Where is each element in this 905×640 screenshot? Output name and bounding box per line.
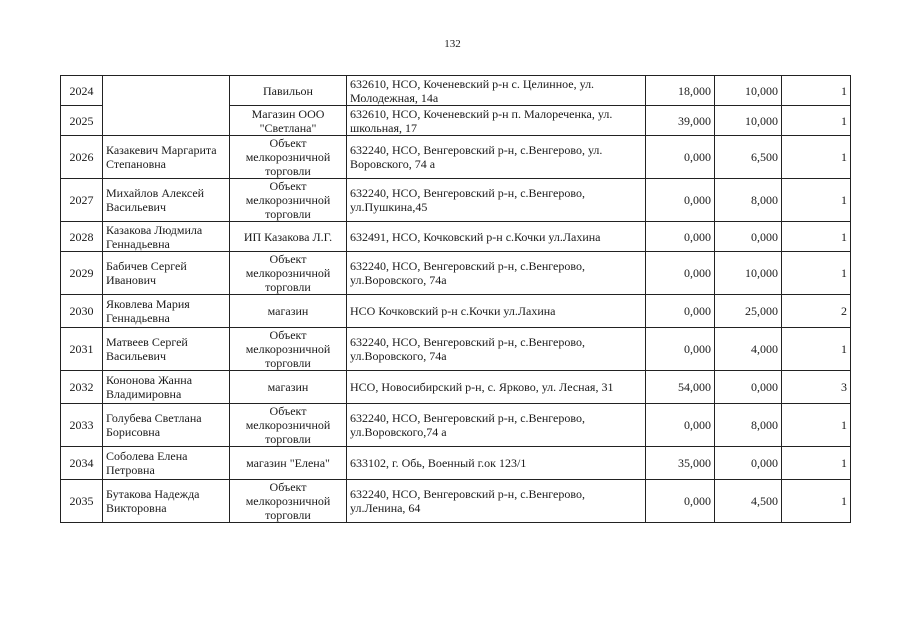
count-cell: 1 [782, 480, 851, 523]
owner-name-cell: Яковлева Мария Геннадьевна [103, 295, 230, 328]
record-number-cell: 2030 [61, 295, 103, 328]
table-row [61, 328, 851, 371]
table-row [61, 136, 851, 179]
object-type-cell: ИП Казакова Л.Г. [230, 222, 347, 252]
owner-name-cell: Казакевич Маргарита Степановна [103, 136, 230, 179]
value-1-cell: 0,000 [646, 404, 715, 447]
record-number-cell: 2035 [61, 480, 103, 523]
table-row [61, 295, 851, 328]
count-cell: 1 [782, 106, 851, 136]
owner-name-cell: Матвеев Сергей Васильевич [103, 328, 230, 371]
count-cell: 2 [782, 295, 851, 328]
value-2-cell: 0,000 [715, 222, 782, 252]
owner-name-cell: Михайлов Алексей Васильевич [103, 179, 230, 222]
value-1-cell: 0,000 [646, 252, 715, 295]
record-number-cell: 2029 [61, 252, 103, 295]
value-1-cell: 0,000 [646, 295, 715, 328]
value-2-cell: 25,000 [715, 295, 782, 328]
record-number-cell: 2026 [61, 136, 103, 179]
address-cell: 632610, НСО, Коченевский р-н п. Малореченка, ул. школьная, 17 [347, 106, 646, 136]
owner-name-cell: Казакова Людмила Геннадьевна [103, 222, 230, 252]
object-type-cell: магазин [230, 295, 347, 328]
count-cell: 1 [782, 447, 851, 480]
address-cell: 632240, НСО, Венгеровский р-н, с.Венгерово, ул.Воровского, 74а [347, 328, 646, 371]
object-type-cell: Объект мелкорозничной торговли [230, 252, 347, 295]
owner-name-cell: Соболева Елена Петровна [103, 447, 230, 480]
value-2-cell: 8,000 [715, 404, 782, 447]
count-cell: 1 [782, 252, 851, 295]
record-number-cell: 2028 [61, 222, 103, 252]
record-number-cell: 2025 [61, 106, 103, 136]
table-row [61, 371, 851, 404]
address-cell: НСО Кочковский р-н с.Кочки ул.Лахина [347, 295, 646, 328]
object-type-cell: Объект мелкорозничной торговли [230, 328, 347, 371]
value-1-cell: 39,000 [646, 106, 715, 136]
count-cell: 1 [782, 404, 851, 447]
table-row [61, 480, 851, 523]
value-2-cell: 6,500 [715, 136, 782, 179]
address-cell: 632240, НСО, Венгеровский р-н, с.Венгерово, ул.Пушкина,45 [347, 179, 646, 222]
table-row [61, 404, 851, 447]
count-cell: 3 [782, 371, 851, 404]
object-type-cell: Павильон [230, 76, 347, 106]
table-row [61, 222, 851, 252]
table-row [61, 76, 851, 106]
record-number-cell: 2032 [61, 371, 103, 404]
count-cell: 1 [782, 222, 851, 252]
value-2-cell: 10,000 [715, 252, 782, 295]
address-cell: 632610, НСО, Коченевский р-н с. Целинное, ул. Молодежная, 14а [347, 76, 646, 106]
table-row [61, 252, 851, 295]
object-type-cell: Объект мелкорозничной торговли [230, 136, 347, 179]
value-1-cell: 0,000 [646, 480, 715, 523]
table-row [61, 179, 851, 222]
value-2-cell: 4,000 [715, 328, 782, 371]
value-1-cell: 54,000 [646, 371, 715, 404]
record-number-cell: 2033 [61, 404, 103, 447]
count-cell: 1 [782, 179, 851, 222]
owner-name-cell: Кононова Жанна Владимировна [103, 371, 230, 404]
address-cell: 633102, г. Обь, Военный г.ок 123/1 [347, 447, 646, 480]
count-cell: 1 [782, 76, 851, 106]
object-type-cell: магазин "Елена" [230, 447, 347, 480]
value-2-cell: 10,000 [715, 106, 782, 136]
value-1-cell: 0,000 [646, 179, 715, 222]
value-2-cell: 10,000 [715, 76, 782, 106]
value-2-cell: 4,500 [715, 480, 782, 523]
object-type-cell: магазин [230, 371, 347, 404]
address-cell: 632240, НСО, Венгеровский р-н, с.Венгерово, ул.Воровского,74 а [347, 404, 646, 447]
object-type-cell: Объект мелкорозничной торговли [230, 480, 347, 523]
value-1-cell: 0,000 [646, 136, 715, 179]
count-cell: 1 [782, 328, 851, 371]
value-2-cell: 0,000 [715, 447, 782, 480]
record-number-cell: 2024 [61, 76, 103, 106]
owner-name-cell: Голубева Светлана Борисовна [103, 404, 230, 447]
address-cell: 632240, НСО, Венгеровский р-н, с.Венгерово, ул.Ленина, 64 [347, 480, 646, 523]
owner-name-cell: Бабичев Сергей Иванович [103, 252, 230, 295]
record-number-cell: 2027 [61, 179, 103, 222]
value-1-cell: 18,000 [646, 76, 715, 106]
value-2-cell: 0,000 [715, 371, 782, 404]
registry-table [60, 75, 851, 523]
object-type-cell: Объект мелкорозничной торговли [230, 179, 347, 222]
count-cell: 1 [782, 136, 851, 179]
value-2-cell: 8,000 [715, 179, 782, 222]
table-row [61, 447, 851, 480]
value-1-cell: 35,000 [646, 447, 715, 480]
owner-name-cell: Бутакова Надежда Викторовна [103, 480, 230, 523]
address-cell: НСО, Новосибирский р-н, с. Ярково, ул. Лесная, 31 [347, 371, 646, 404]
record-number-cell: 2031 [61, 328, 103, 371]
object-type-cell: Магазин ООО "Светлана" [230, 106, 347, 136]
page-number: 132 [444, 38, 461, 50]
address-cell: 632491, НСО, Кочковский р-н с.Кочки ул.Лахина [347, 222, 646, 252]
value-1-cell: 0,000 [646, 328, 715, 371]
address-cell: 632240, НСО, Венгеровский р-н, с.Венгерово, ул.Воровского, 74а [347, 252, 646, 295]
address-cell: 632240, НСО, Венгеровский р-н, с.Венгерово, ул. Воровского, 74 а [347, 136, 646, 179]
owner-name-cell [103, 76, 230, 136]
record-number-cell: 2034 [61, 447, 103, 480]
object-type-cell: Объект мелкорозничной торговли [230, 404, 347, 447]
value-1-cell: 0,000 [646, 222, 715, 252]
